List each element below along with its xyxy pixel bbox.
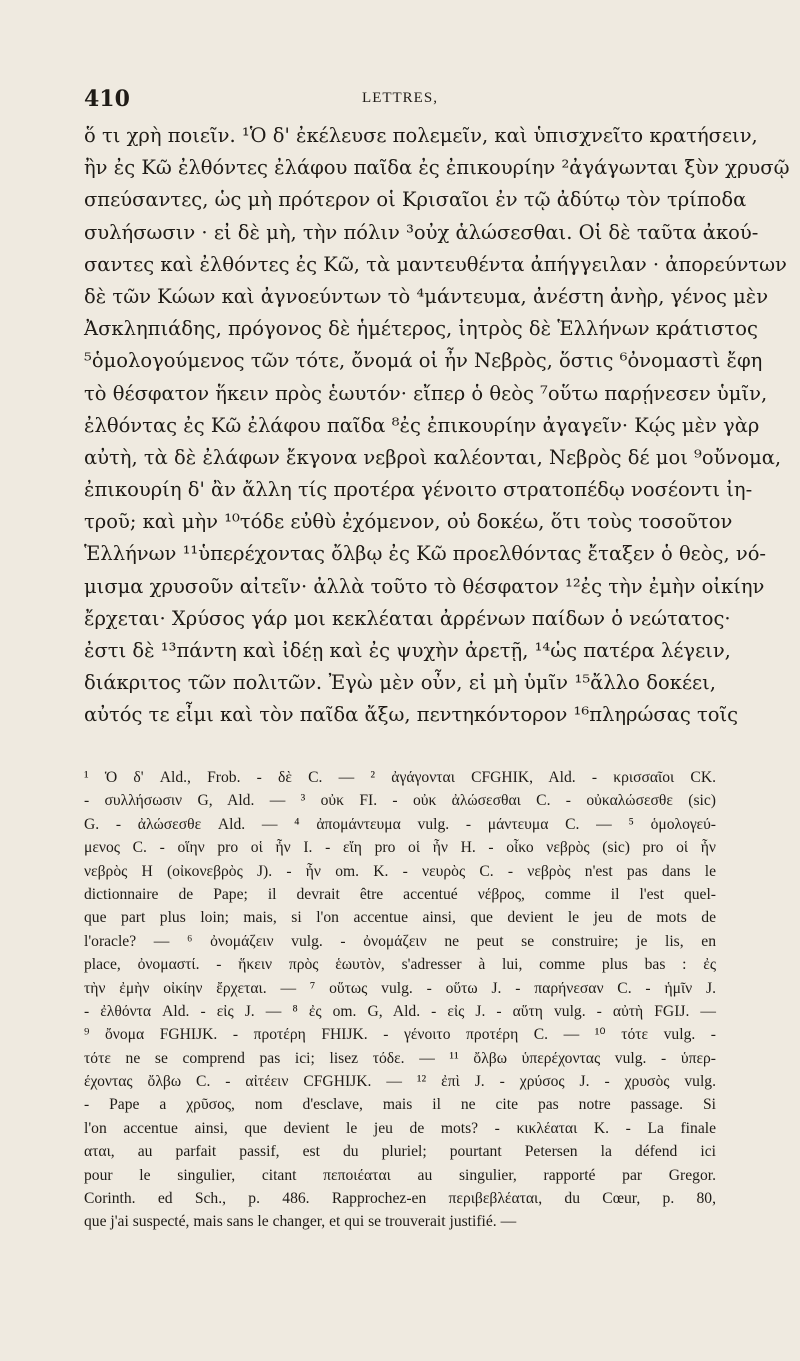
text-line: ἢν ἐς Κῶ ἐλθόντες ἐλάφου παῖδα ἐς ἐπικουρίην ²ἀγάγωνται ξὺν χρυσῷ	[84, 156, 790, 180]
footnote-line: que part plus loin; mais, si l'on accentue ainsi, que devient le jeu de mots de	[84, 909, 716, 927]
footnote-line: place, ὀνομαστί. - ἥκειν πρὸς ἑωυτὸν, s'adresser à lui, comme plus bas : ἐς	[84, 956, 716, 974]
text-line: ὅ τι χρὴ ποιεῖν. ¹Ὁ δ' ἐκέλευσε πολεμεῖν, καὶ ὑπισχνεῖτο κρατήσειν,	[84, 124, 758, 147]
text-line: συλήσωσιν · εἰ δὲ μὴ, τὴν πόλιν ³οὐχ ἁλώσεσθαι. Οἱ δὲ ταῦτα ἀκού-	[84, 220, 759, 244]
footnote-line: dictionnaire de Pape; il devrait être accentué νέβρος, comme il l'est quel-	[84, 885, 716, 903]
text-line: Ἀσκληπιάδης, πρόγονος δὲ ἡμέτερος, ἰητρὸς δὲ Ἑλλήνων κράτιστος	[84, 317, 758, 341]
text-line: σπεύσαντες, ὡς μὴ πρότερον οἱ Κρισαῖοι ἐν τῷ ἀδύτῳ τὸν τρίποδα	[84, 188, 747, 212]
footnote-line: - συλλήσωσιν G, Ald. — ³ οὐκ FI. - οὐκ ἀλώσεσθαι C. - οὐκαλώσεσθε (sic)	[84, 792, 716, 810]
footnote-line: Corinth. ed Sch., p. 486. Rapprochez-en περιβεβλέαται, du Cœur, p. 80,	[84, 1190, 716, 1208]
footnote-line: pour le singulier, citant πεποιέαται au singulier, rapporté par Gregor.	[84, 1166, 716, 1184]
text-line: ἔρχεται· Χρύσος γάρ μοι κεκλέαται ἀρρένων παίδων ὁ νεώτατος·	[84, 606, 731, 630]
text-line: αὐτός τε εἶμι καὶ τὸν παῖδα ἄξω, πεντηκόντορον ¹⁶πληρώσας τοῖς	[84, 703, 739, 727]
text-line: ἐπικουρίη δ' ἂν ἄλλη τίς προτέρα γένοιτο στρατοπέδῳ νοσέοντι ἰη-	[84, 478, 753, 502]
page-number: 410	[84, 86, 130, 112]
footnote-line: G. - ἀλώσεσθε Ald. — ⁴ ἀπομάντευμα vulg. - μάντευμα C. — ⁵ ὁμολογεύ-	[84, 815, 716, 833]
text-line: δὲ τῶν Κώων καὶ ἀγνοεύντων τὸ ⁴μάντευμα, ἀνέστη ἀνὴρ, γένος μὲν	[84, 284, 769, 308]
text-line: ἐστι δὲ ¹³πάντη καὶ ἰδέῃ καὶ ἐς ψυχὴν ἀρετῇ, ¹⁴ὡς πατέρα λέγειν,	[84, 639, 731, 662]
page-header	[84, 86, 716, 116]
text-line: διάκριτος τῶν πολιτῶν. Ἐγὼ μὲν οὖν, εἰ μὴ ὑμῖν ¹⁵ἄλλο δοκέει,	[84, 671, 716, 695]
footnote-line: - ἐλθόντα Ald. - εἰς J. — ⁸ ἐς om. G, Ald. - εἰς J. - αὕτη vulg. - αὐτὴ FGIJ. —	[84, 1002, 716, 1020]
text-line: Ἑλλήνων ¹¹ὑπερέχοντας ὄλβῳ ἐς Κῶ προελθόντας ἔταξεν ὁ θεὸς, νό-	[84, 542, 767, 566]
footnote-line: l'on accentue ainsi, que devient le jeu de mots? - κικλέαται K. - La finale	[84, 1119, 716, 1137]
footnote-line: τότε ne se comprend pas ici; lisez τόδε. — ¹¹ ὄλβω ὑπερέχοντας vulg. - ὑπερ-	[84, 1049, 716, 1067]
running-head: LETTRES,	[362, 90, 438, 106]
text-line: μισμα χρυσοῦν αἰτεῖν· ἀλλὰ τοῦτο τὸ θέσφατον ¹²ἐς τὴν ἐμὴν οἰκίην	[84, 574, 765, 598]
footnote-line: νεβρὸς H (οἰκονεβρὸς J). - ἦν om. K. - νευρὸς C. - νεβρὸς n'est pas dans le	[84, 862, 716, 880]
footnote-line: αται, au parfait passif, est du pluriel; pourtant Petersen la défend ici	[84, 1143, 716, 1161]
footnote-line: que j'ai suspecté, mais sans le changer, et qui se trouverait justifié. —	[84, 1213, 517, 1231]
footnote-line: έχοντας ὄλβω C. - αἰτέειν CFGHIJK. — ¹² ἐπὶ J. - χρύσος J. - χρυσὸς vulg.	[84, 1073, 716, 1091]
footnote-line: l'oracle? — ⁶ ὀνομάζειν vulg. - ὀνομάζειν ne peut se construire; je lis, en	[84, 932, 716, 950]
text-line: τὸ θέσφατον ἥκειν πρὸς ἑωυτόν· εἴπερ ὁ θεὸς ⁷οὕτω παρῄνεσεν ὑμῖν,	[84, 381, 768, 405]
footnote-line: μενος C. - οἵην pro οἱ ἦν I. - εἴη pro οἱ ἦν H. - οἶκο νεβρὸς (sic) pro οἱ ἦν	[84, 839, 716, 857]
text-line: τροῦ; καὶ μὴν ¹⁰τόδε εὐθὺ ἐχόμενον, οὐ δοκέω, ὅτι τοὺς τοσοῦτον	[84, 510, 733, 534]
text-line: σαντες καὶ ἐλθόντες ἐς Κῶ, τὰ μαντευθέντα ἀπήγγειλαν · ἀπορεύντων	[84, 252, 787, 276]
footnote-line: τὴν ἐμὴν οἰκίην ἔρχεται. — ⁷ οὕτως vulg. - οὕτω J. - παρήνεσαν C. - ἡμῖν J.	[84, 979, 716, 997]
footnote-line: - Pape a χρῦσος, nom d'esclave, mais il ne cite pas notre passage. Si	[84, 1096, 716, 1114]
footnote-line: ¹ Ὁ δ' Ald., Frob. - δὲ C. — ² ἀγάγονται CFGHIK, Ald. - κρισσαῖοι CK.	[84, 769, 716, 786]
greek-main-text	[84, 120, 790, 732]
text-line: αὐτὴ, τὰ δὲ ἐλάφων ἔκγονα νεβροὶ καλέονται, Νεβρὸς δέ μοι ⁹οὔνομα,	[84, 445, 782, 469]
footnotes	[84, 766, 716, 1234]
footnote-line: ⁹ ὄνομα FGHIJK. - προτέρη FHIJK. - γένοιτο προτέρη C. — ¹⁰ τότε vulg. -	[84, 1026, 716, 1044]
text-line: ⁵ὁμολογούμενος τῶν τότε, ὄνομά οἱ ἦν Νεβρὸς, ὅστις ⁶ὀνομαστὶ ἔφη	[84, 349, 763, 373]
text-line: ἐλθόντας ἐς Κῶ ἐλάφου παῖδα ⁸ἐς ἐπικουρίην ἀγαγεῖν· Κῴς μὲν γὰρ	[84, 413, 760, 437]
